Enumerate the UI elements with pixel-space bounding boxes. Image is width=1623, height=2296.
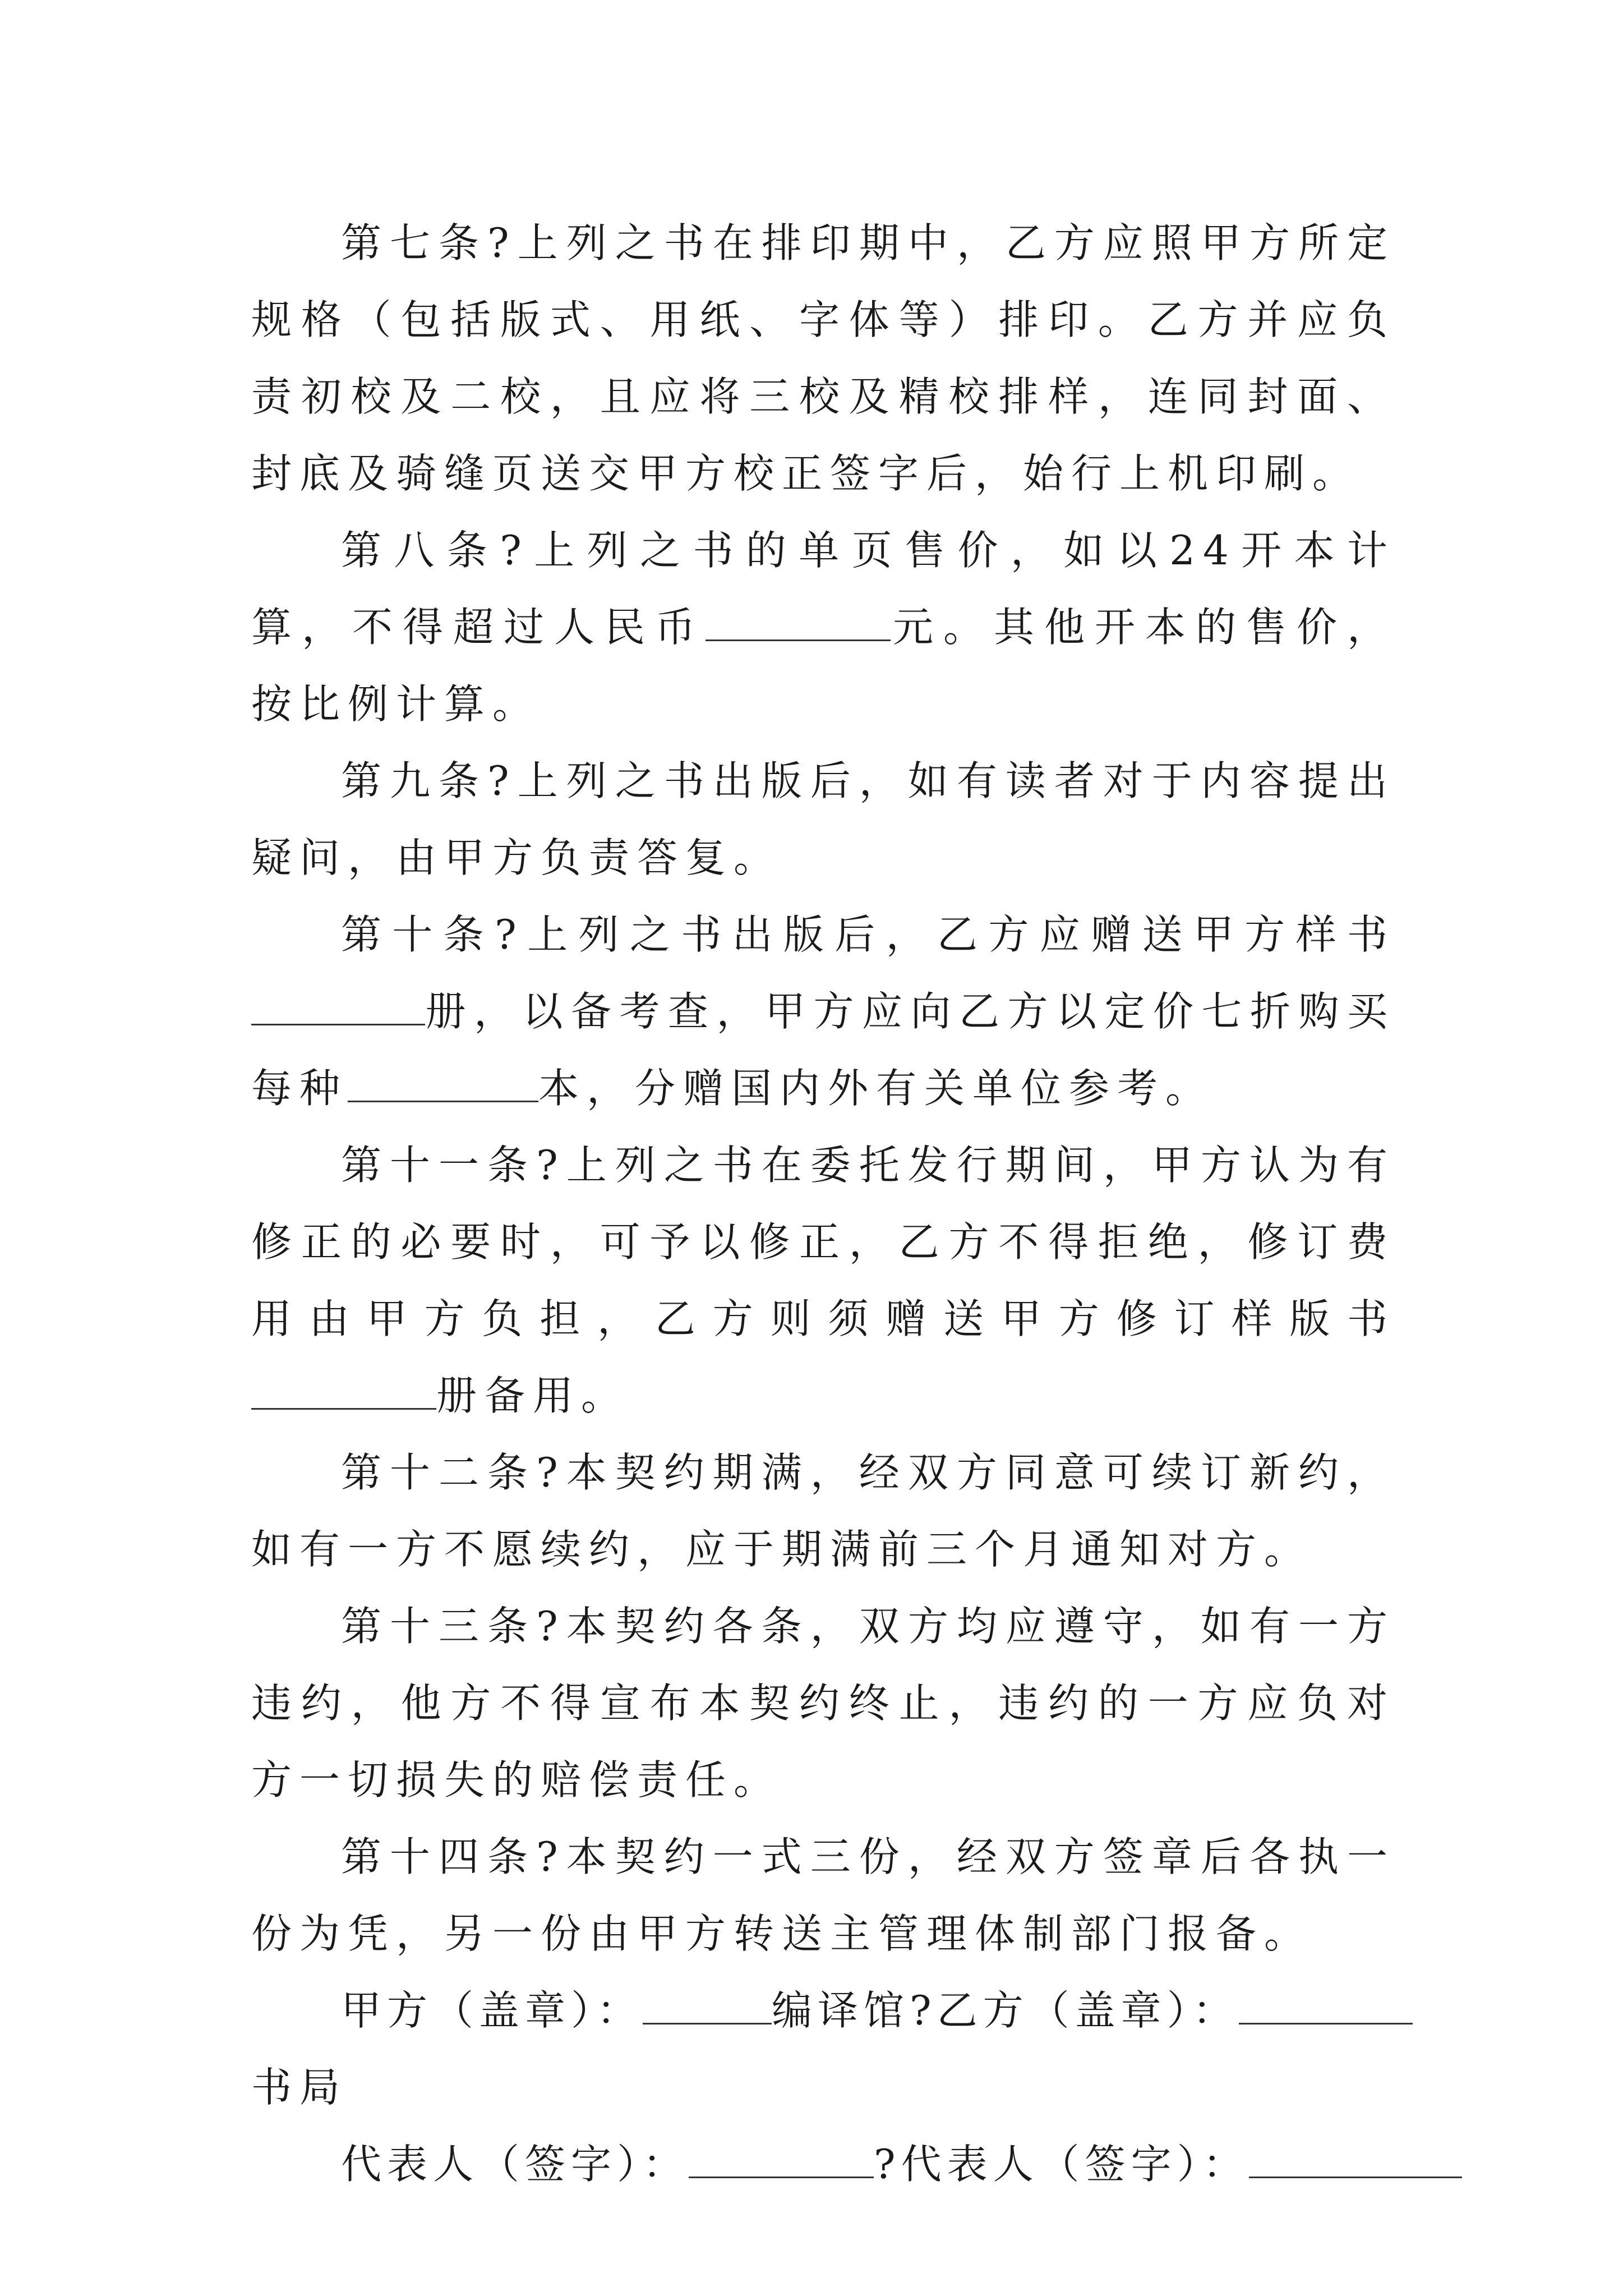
article-11 [251, 1127, 1395, 1434]
party-b-blank[interactable] [1239, 1989, 1413, 2024]
article-8 [251, 512, 1395, 743]
party-b-suffix: 书局 [251, 2064, 348, 2111]
party-a-label: 甲方（盖章）： [341, 1987, 643, 2034]
article-12-text: 第十二条?本契约期满，经双方同意可续订新约，如有一方不愿续约，应于期满前三个月通知对方。 [251, 1449, 1395, 1573]
article-11-text-a: 第十一条?上列之书在委托发行期间，甲方认为有修正的必要时，可予以修正，乙方不得拒绝，修订费用由甲方负担，乙方则须赠送甲方修订样版书 [251, 1142, 1395, 1342]
rep-b-blank[interactable] [1249, 2143, 1462, 2178]
rep-a-blank[interactable] [689, 2143, 874, 2178]
article-7 [251, 205, 1395, 512]
article-8-text-b: 元。其他开本的售价，按比例计算。 [251, 604, 1395, 728]
sample-copies-blank[interactable] [251, 990, 425, 1025]
article-10 [251, 896, 1395, 1127]
representative-signature-line [251, 2126, 1395, 2203]
article-14-text: 第十四条?本契约一式三份，经双方签章后各执一份为凭，另一份由甲方转送主管理体制部门报备。 [251, 1833, 1395, 1957]
article-12 [251, 1434, 1395, 1588]
article-8-text-a: 第八条?上列之书的单页售价，如以24开本计算，不得超过人民币 [251, 527, 1395, 651]
article-9 [251, 743, 1395, 896]
party-b-suffix-line [251, 2049, 1395, 2126]
rep-b-label: ?代表人（签字）： [874, 2141, 1249, 2188]
article-10-text-b: 册，以备考查，甲方应向乙方以定价七折购买每种 [251, 988, 1395, 1112]
revised-copies-blank[interactable] [251, 1374, 436, 1410]
article-13 [251, 1588, 1395, 1819]
article-13-text: 第十三条?本契约各条，双方均应遵守，如有一方违约，他方不得宣布本契约终止，违约的一方应负对方一切损失的赔偿责任。 [251, 1603, 1395, 1803]
article-7-text: 第七条?上列之书在排印期中，乙方应照甲方所定规格（包括版式、用纸、字体等）排印。乙方并应负责初校及二校，且应将三校及精校排样，连同封面、封底及骑缝页送交甲方校正签字后，始行上机印刷。 [251, 219, 1395, 497]
article-10-text-c: 本，分赠国内外有关单位参考。 [538, 1065, 1214, 1112]
party-a-suffix: 编译馆?乙方（盖章）： [772, 1987, 1239, 2034]
party-a-blank[interactable] [643, 1989, 772, 2024]
contract-page [251, 205, 1395, 2203]
article-14 [251, 1819, 1395, 1972]
purchase-copies-blank[interactable] [348, 1067, 538, 1102]
rep-a-label: 代表人（签字）： [341, 2141, 689, 2188]
article-9-text: 第九条?上列之书出版后，如有读者对于内容提出疑问，由甲方负责答复。 [251, 757, 1395, 881]
price-blank[interactable] [706, 606, 891, 641]
article-10-text-a: 第十条?上列之书出版后，乙方应赠送甲方样书 [341, 911, 1395, 958]
party-signature-line [251, 1972, 1395, 2049]
article-11-text-b: 册备用。 [436, 1372, 630, 1419]
